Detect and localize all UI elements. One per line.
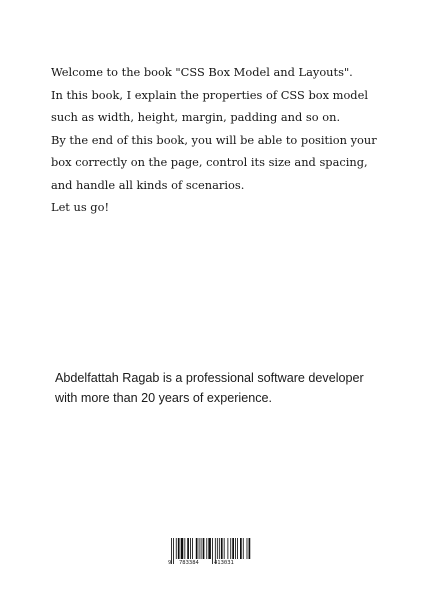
barcode-bar [235, 538, 236, 559]
barcode-digit-group: 9 [168, 560, 172, 566]
barcode-bar [208, 538, 211, 559]
intro-text [51, 61, 391, 219]
barcode-bar [232, 538, 234, 559]
intro-paragraph: Let us go! [51, 200, 110, 214]
barcode-bar [190, 538, 191, 559]
barcode-bar [243, 538, 244, 559]
barcode-bar [240, 538, 242, 559]
barcode-bar [176, 538, 177, 559]
intro-paragraph: In this book, I explain the properties of CSS box model such as width, height, margin, padding and so on. [51, 87, 368, 124]
intro-paragraph: By the end of this book, you will be able to position your box correctly on the page, control its size and spacing, and handle all kinds of scenarios. [51, 132, 377, 192]
isbn-barcode [167, 538, 251, 568]
author-bio [55, 368, 385, 408]
barcode-digits [167, 559, 251, 568]
barcode-bar [184, 538, 185, 559]
barcode-bar [249, 538, 251, 559]
barcode-digit-group: 783384 [179, 560, 199, 566]
barcode-bar [192, 538, 193, 559]
barcode-bar [206, 538, 207, 559]
barcode-bar [178, 538, 180, 559]
barcode-bar [203, 538, 205, 559]
barcode-bar [201, 538, 202, 559]
barcode-bar [181, 538, 184, 559]
barcode-bar [230, 538, 231, 559]
barcode-bar [224, 538, 225, 559]
barcode-bar [187, 538, 189, 559]
barcode-bar [227, 538, 228, 559]
barcode-bar [196, 538, 198, 559]
barcode-bar [199, 538, 200, 559]
author-bio-text: Abdelfattah Ragab is a professional software developer with more than 20 years of experience. [55, 371, 364, 405]
barcode-bar [237, 538, 238, 559]
barcode-bar [247, 538, 248, 559]
barcode-bar [221, 538, 223, 559]
intro-paragraph: Welcome to the book "CSS Box Model and Layouts". [51, 65, 353, 79]
barcode-bar [219, 538, 220, 559]
barcode-digit-group: 413031 [214, 560, 234, 566]
barcode-bar [217, 538, 218, 559]
